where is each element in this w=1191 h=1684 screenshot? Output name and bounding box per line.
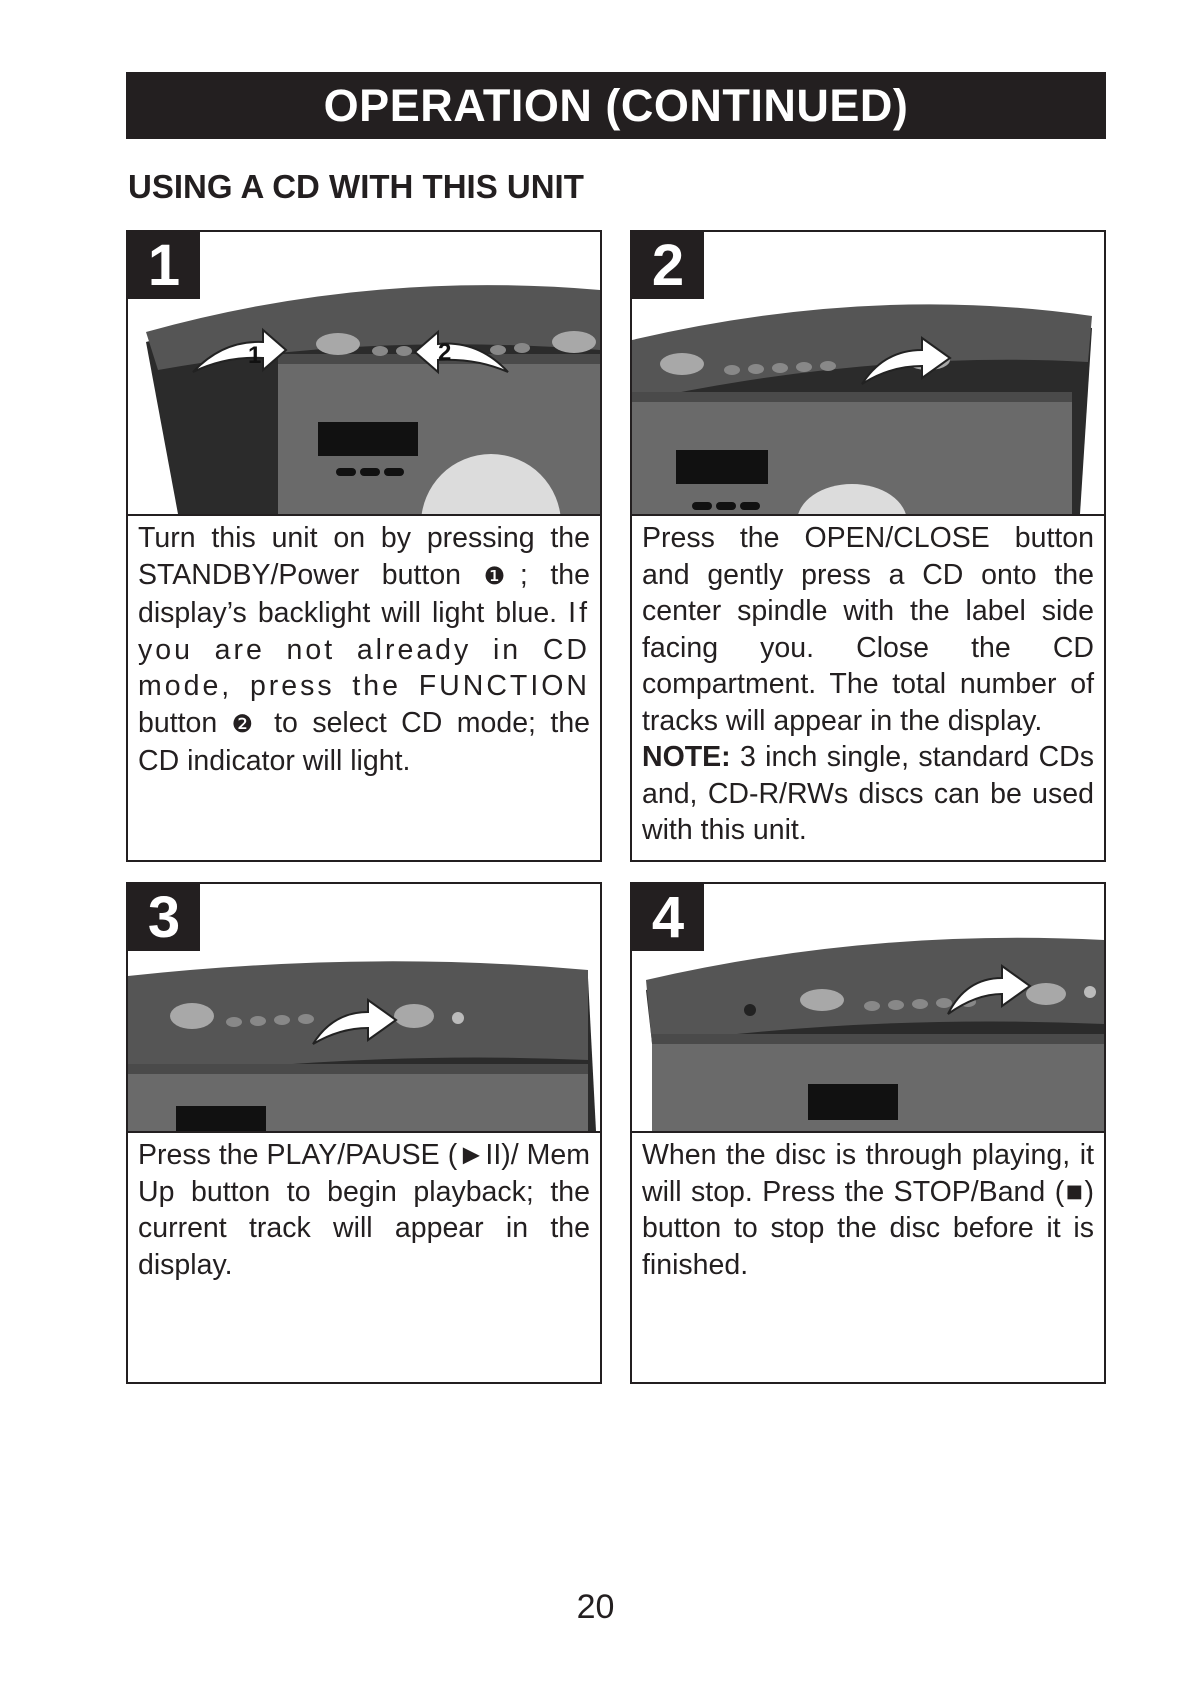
arrow-label-1: 1 bbox=[248, 342, 262, 369]
page-number: 20 bbox=[576, 1588, 615, 1626]
step-panel-1 bbox=[126, 230, 602, 862]
step-panel-2 bbox=[630, 230, 1106, 862]
function-button-marker: ❷ bbox=[231, 710, 260, 738]
step-number-2: 2 bbox=[632, 232, 704, 299]
page-title-bar bbox=[126, 72, 1106, 139]
step-4-text: When the disc is through playing, it will stop. Press the STOP/Band (■) button to stop the disc before it is finished. bbox=[642, 1139, 1094, 1281]
step-2-text: Press the OPEN/CLOSE button and gently press a CD onto the center spindle with the label side facing you. Close the CD compartment. The total number of tracks will appear in the display. NOTE: 3 inch single, standard CDs and, CD-R/RWs discs can be used with this unit. bbox=[642, 522, 1094, 846]
step-number-3: 3 bbox=[128, 884, 200, 951]
step-number-4: 4 bbox=[632, 884, 704, 951]
page-title: OPERATION (CONTINUED) bbox=[323, 79, 909, 131]
step-panel-4 bbox=[630, 882, 1106, 1384]
step-3-text: Press the PLAY/PAUSE (►II)/ Mem Up button to begin playback; the current track will appear in the display. bbox=[138, 1139, 590, 1281]
standby-button-marker: ❶ bbox=[483, 562, 520, 590]
note-label: NOTE: bbox=[642, 741, 731, 773]
section-heading: USING A CD WITH THIS UNIT bbox=[128, 168, 584, 205]
arrow-label-2: 2 bbox=[438, 339, 452, 366]
step-1-text: Turn this unit on by pressing the STANDBY/Power button ❶; the display’s backlight will light blue. If you are not already in CD mode, press the FUNCTION button ❷ to select CD mode; the CD indicator will light. bbox=[138, 522, 591, 777]
step-number-1: 1 bbox=[128, 232, 200, 299]
step-panel-3 bbox=[126, 882, 602, 1384]
